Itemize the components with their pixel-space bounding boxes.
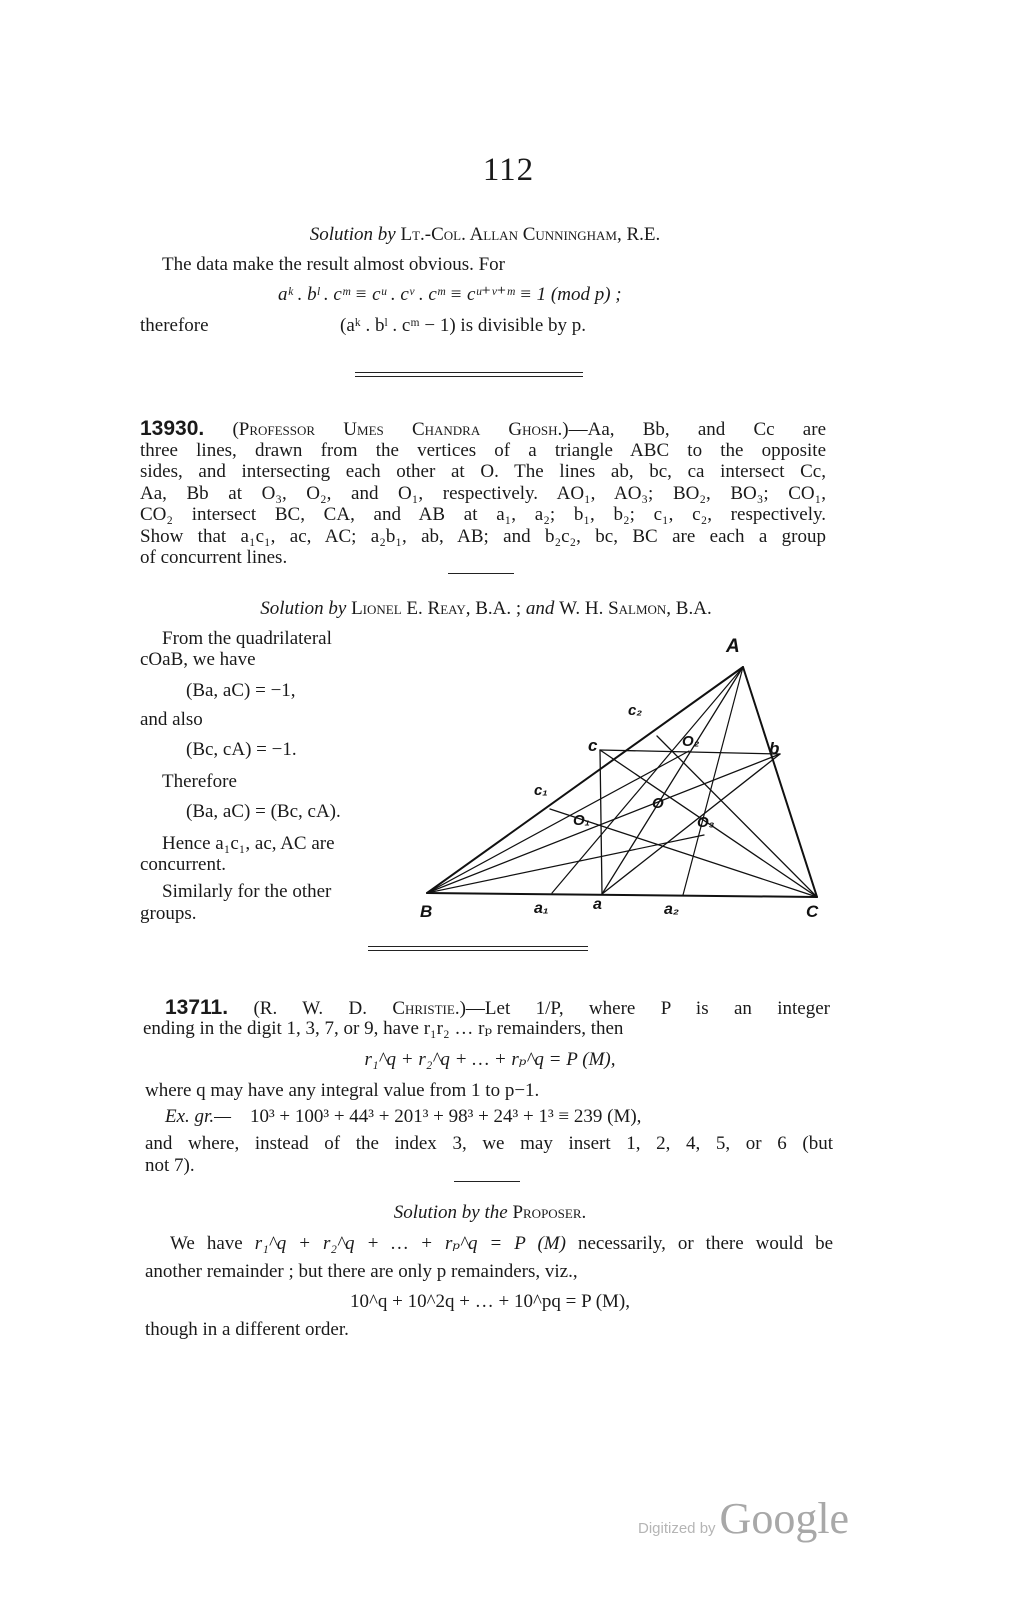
solution-equation: 10^q + 10^2q + … + 10^pq = P (M),	[349, 1291, 631, 1312]
page-number: 112	[482, 152, 535, 188]
problem-equation: r₁^q + r₂^q + … + rₚ^q = P (M),	[364, 1049, 616, 1070]
diagram-line-B-O2	[427, 751, 689, 893]
solution-line: groups.	[140, 903, 197, 924]
solution-byline-reay-salmon: Solution by Lionel E. Reay, B.A. ; and W. H. Salmon, B.A.	[260, 598, 712, 619]
solution-line: cOaB, we have	[140, 649, 256, 670]
byline-prefix: Solution by the	[393, 1202, 508, 1223]
diagram-label-a: a	[593, 896, 602, 913]
problem-text-line: —Let 1/P, where P is an integer	[465, 998, 830, 1019]
short-divider	[454, 1181, 520, 1182]
solution-line: and also	[140, 709, 203, 730]
byline-name: Proposer.	[512, 1202, 587, 1223]
byline-and: and	[525, 598, 555, 619]
diagram-label-A: A	[726, 636, 740, 657]
problem-author: (R. W. D. Christie.)	[253, 998, 466, 1019]
diagram-label-B: B	[420, 902, 433, 921]
digitized-by-google-watermark	[638, 1493, 849, 1544]
diagram-label-a1: a₁	[534, 900, 549, 917]
solution-line: Similarly for the other	[162, 881, 332, 902]
digitized-by-label: Digitized by	[638, 1520, 716, 1537]
solution-line	[170, 1233, 833, 1255]
diagram-line-A-a	[602, 667, 743, 894]
solution-text: We have	[170, 1233, 243, 1254]
section-divider	[368, 946, 588, 951]
therefore-label: therefore	[140, 315, 209, 336]
diagram-line-A-B	[427, 667, 743, 893]
solution-line: another remainder ; but there are only p remainders, viz.,	[145, 1261, 578, 1282]
diagram-label-O3: O₃	[697, 814, 715, 831]
problem-text-line: not 7).	[145, 1155, 195, 1176]
diagram-label-C: C	[806, 902, 819, 921]
solution-line: Therefore	[162, 771, 237, 792]
diagram-label-a2: a₂	[664, 901, 679, 918]
byline-name: W. H. Salmon, B.A.	[559, 598, 712, 619]
solution-inline-equation: r₁^q + r₂^q + … + rₚ^q = P (M)	[254, 1233, 566, 1254]
problem-text-line: —Aa, Bb, and Cc are	[568, 419, 826, 440]
diagram-label-c2: c₂	[628, 702, 643, 719]
problem-text-line: where q may have any integral value from 1 to p−1.	[145, 1080, 540, 1101]
diagram-line-c-a	[600, 750, 602, 894]
problem-number: 13711.	[165, 996, 229, 1019]
byline-prefix: Solution by	[309, 224, 396, 245]
diagram-line-B-b	[427, 754, 780, 893]
byline-name: Lionel E. Reay, B.A.	[351, 598, 512, 619]
problem-text-line: of concurrent lines.	[140, 547, 288, 568]
diagram-label-O2: O₂	[682, 733, 700, 750]
problem-text-line: CO₂ intersect BC, CA, and AB at a₁, a₂; b₁, b₂; c₁, c₂, respectively.	[140, 504, 826, 525]
diagram-line-a-b	[602, 754, 780, 894]
solution-text: necessarily, or there would be	[577, 1233, 834, 1254]
google-logo: Google	[719, 1494, 850, 1543]
solution-equation: (Ba, aC) = (Bc, cA).	[186, 801, 341, 822]
diagram-line-B-C	[427, 893, 817, 897]
diagram-label-O1: O₁	[573, 812, 590, 829]
diagram-label-O: O	[652, 795, 664, 812]
example-equation: 10³ + 100³ + 44³ + 201³ + 98³ + 24³ + 1³ ≡ 239 (M),	[249, 1106, 642, 1127]
byline-name: Lt.-Col. Allan Cunningham, R.E.	[400, 224, 661, 245]
problem-text-line: sides, and intersecting each other at O. The lines ab, bc, ca intersect Cc,	[140, 461, 826, 482]
diagram-label-c1: c₁	[534, 782, 548, 799]
problem-text-line: Aa, Bb at O₃, O₂, and O₁, respectively. AO₁, AO₃; BO₂, BO₃; CO₁,	[140, 483, 826, 504]
solution-byline-proposer	[0, 1202, 980, 1224]
problem-text-line: ending in the digit 1, 3, 7, or 9, have r₁r₂ … rₚ remainders, then	[143, 1018, 624, 1039]
problem-text-line: and where, instead of the index 3, we may insert 1, 2, 4, 5, or 6 (but	[145, 1133, 833, 1154]
diagram-line-C-c1	[550, 809, 817, 897]
problem-text-line: Show that a₁c₁, ac, AC; a₂b₁, ab, AB; and b₂c₂, bc, BC are each a group	[140, 526, 826, 547]
diagram-line-C-c2	[657, 736, 817, 897]
problem-author: (Professor Umes Chandra Ghosh.)	[232, 419, 569, 440]
byline-prefix: Solution by	[260, 598, 347, 619]
solution-equation: (Ba, aC) = −1,	[186, 680, 296, 701]
diagram-line-A-C	[743, 667, 817, 897]
example-label: Ex. gr.—	[165, 1106, 231, 1127]
example-line	[165, 1106, 641, 1128]
solution-equation: (Bc, cA) = −1.	[186, 739, 297, 760]
solution-line: Hence a₁c₁, ac, AC are	[162, 833, 335, 854]
solution-line: From the quadrilateral	[162, 628, 332, 649]
paragraph-intro: The data make the result almost obvious. For	[162, 254, 505, 275]
problem-13711-header	[165, 997, 830, 1020]
problem-number: 13930.	[140, 417, 205, 440]
diagram-label-c: c	[588, 736, 598, 755]
diagram-line-A-a2	[683, 667, 743, 895]
problem-text-line: three lines, drawn from the vertices of a triangle ABC to the opposite	[140, 440, 826, 461]
equation-congruence: aᵏ . bˡ . cᵐ ≡ cᵘ . cᵛ . cᵐ ≡ cᵘ⁺ᵛ⁺ᵐ ≡ 1 (mod p) ;	[278, 284, 622, 305]
equation-divisible: (aᵏ . bˡ . cᵐ − 1) is divisible by p.	[340, 315, 587, 336]
solution-line: though in a different order.	[145, 1319, 349, 1340]
diagram-label-b: b	[769, 739, 780, 758]
solution-line: concurrent.	[140, 854, 226, 875]
